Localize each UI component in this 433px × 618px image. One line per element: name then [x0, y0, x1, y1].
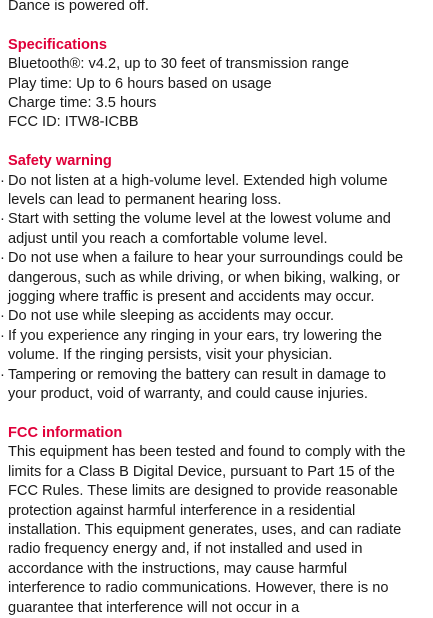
bullet-icon: ·: [0, 327, 5, 344]
safety-section: [0, 152, 433, 404]
fcc-line: installation. This equipment generates, uses, and can radiate: [8, 521, 402, 538]
specifications-section: [8, 36, 433, 133]
fcc-line: guarantee that interference will not occur in a: [8, 599, 300, 616]
fcc-line: interference to radio communications. However, there is no: [8, 580, 389, 597]
fcc-line: limits for a Class B Digital Device, pursuant to Part 15 of the: [8, 463, 395, 480]
spec-line: FCC ID: ITW8-ICBB: [8, 114, 139, 131]
fcc-line: radio frequency energy and, if not installed and used in: [8, 541, 363, 558]
bullet-icon: ·: [0, 366, 5, 383]
safety-item-line: If you experience any ringing in your ears, try lowering the: [8, 327, 382, 344]
safety-item-line: Do not listen at a high-volume level. Extended high volume: [8, 172, 388, 189]
safety-item: [0, 307, 433, 326]
safety-item-line: jogging where traffic is present and accidents may occur.: [8, 289, 375, 306]
fcc-line: FCC Rules. These limits are designed to provide reasonable: [8, 483, 398, 500]
bullet-icon: ·: [0, 308, 5, 325]
safety-list: [0, 172, 433, 405]
safety-item-line: Do not use while sleeping as accidents may occur.: [8, 308, 335, 325]
fcc-line: accordance with the instructions, may cause harmful: [8, 560, 348, 577]
spacer: [8, 405, 433, 424]
intro-line: Dance is powered off.: [8, 0, 149, 14]
safety-item: [0, 172, 433, 211]
safety-item: [0, 249, 433, 307]
specifications-heading: Specifications: [8, 36, 107, 53]
fcc-heading: FCC information: [8, 424, 123, 441]
safety-item-line: levels can lead to permanent hearing loss.: [8, 192, 282, 209]
safety-heading: Safety warning: [8, 153, 112, 170]
spacer: [8, 16, 433, 35]
safety-item-line: adjust until you reach a comfortable volume level.: [8, 230, 328, 247]
spec-line: Charge time: 3.5 hours: [8, 95, 157, 112]
spec-line: Bluetooth®: v4.2, up to 30 feet of transmission range: [8, 56, 349, 73]
safety-item-line: Start with setting the volume level at the lowest volume and: [8, 211, 391, 228]
safety-item-line: dangerous, such as while driving, or when biking, walking, or: [8, 269, 400, 286]
fcc-section: [8, 424, 433, 618]
safety-item-line: volume. If the ringing persists, visit your physician.: [8, 347, 333, 364]
safety-item-line: your product, void of warranty, and could cause injuries.: [8, 386, 368, 403]
fcc-line: This equipment has been tested and found to comply with the: [8, 444, 406, 461]
bullet-icon: ·: [0, 172, 5, 189]
safety-item: [0, 327, 433, 366]
spacer: [8, 133, 433, 152]
safety-item-line: Tampering or removing the battery can result in damage to: [8, 366, 387, 383]
spec-line: Play time: Up to 6 hours based on usage: [8, 75, 272, 92]
bullet-icon: ·: [0, 250, 5, 267]
fcc-line: protection against harmful interference in a residential: [8, 502, 356, 519]
safety-item-line: Do not use when a failure to hear your surroundings could be: [8, 250, 404, 267]
safety-item: [0, 366, 433, 405]
fcc-paragraph: [8, 443, 433, 618]
safety-item: [0, 210, 433, 249]
bullet-icon: ·: [0, 211, 5, 228]
